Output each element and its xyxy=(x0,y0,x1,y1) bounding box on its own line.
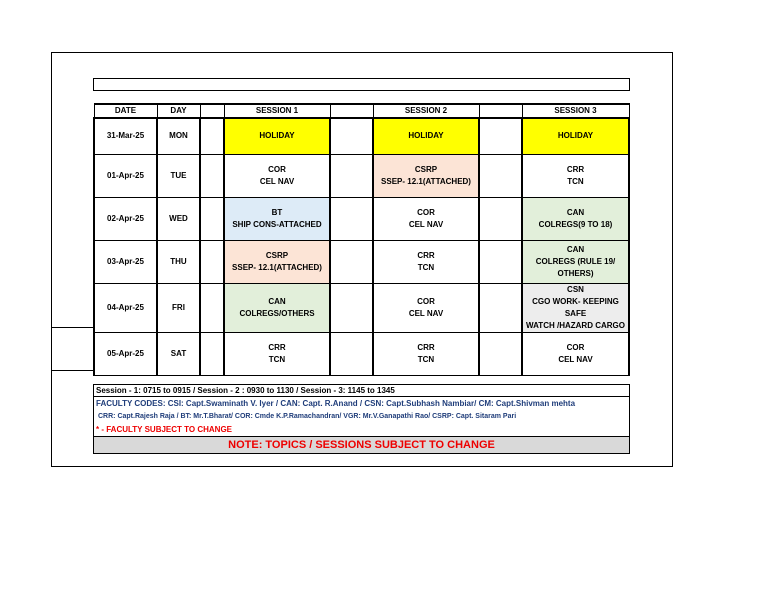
session-2-cell xyxy=(373,240,479,283)
session-line: COLREGS/OTHERS xyxy=(239,308,315,318)
session-3-cell xyxy=(522,118,629,154)
session-2-cell xyxy=(373,154,479,197)
day-cell: SAT xyxy=(157,332,200,375)
session-2-cell xyxy=(373,197,479,240)
session-line: COR xyxy=(417,207,435,217)
gap-cell xyxy=(200,240,224,283)
session-line: TCN xyxy=(567,176,584,186)
session-line: CRR xyxy=(417,250,435,260)
gap-cell xyxy=(330,332,373,375)
schedule-table xyxy=(93,103,630,376)
session-line: TCN xyxy=(417,354,435,364)
gap-cell xyxy=(330,118,373,154)
date-cell: 01-Apr-25 xyxy=(94,154,157,197)
session-line: HOLIDAY xyxy=(557,131,594,141)
session-3-cell xyxy=(522,332,629,375)
session-line: TCN xyxy=(268,354,286,364)
session-line: SHIP CONS-ATTACHED xyxy=(232,219,322,229)
session-3-cell xyxy=(522,240,629,283)
session-line: CEL NAV xyxy=(408,219,444,229)
session-2-cell xyxy=(373,283,479,332)
date-cell: 04-Apr-25 xyxy=(94,283,157,332)
session-1-cell xyxy=(224,283,330,332)
session-3-cell xyxy=(522,283,629,332)
session-1-cell xyxy=(224,332,330,375)
day-cell: THU xyxy=(157,240,200,283)
faculty-codes-2: CRR: Capt.Rajesh Raja / BT: Mr.T.Bharat/ COR: Cmde K.P.Ramachandran/ VGR: Mr.V.Ganapathi Rao/ CSRP: Capt. Sitaram Pari xyxy=(98,413,517,420)
table-row xyxy=(94,283,629,332)
session-line: CAN xyxy=(566,207,585,217)
date-cell: 03-Apr-25 xyxy=(94,240,157,283)
gap-cell xyxy=(330,197,373,240)
header-gap-3 xyxy=(479,104,522,118)
session-1-cell xyxy=(224,240,330,283)
session-line: CSRP xyxy=(414,164,438,174)
table-row xyxy=(94,118,629,154)
gap-cell xyxy=(200,197,224,240)
session-line: CSN xyxy=(567,284,584,294)
session-line: CRR xyxy=(417,342,435,352)
gap-cell xyxy=(200,118,224,154)
session-1-cell xyxy=(224,118,330,154)
footer-box xyxy=(93,397,630,454)
left-stub-cell xyxy=(51,327,94,371)
header-session-3: SESSION 3 xyxy=(522,104,629,118)
header-row xyxy=(94,104,629,118)
session-times: Session - 1: 0715 to 0915 / Session - 2 : 0930 to 1130 / Session - 3: 1145 to 1345 xyxy=(93,384,630,397)
session-line: COLREGS (RULE 19/ xyxy=(535,256,616,266)
header-session-2: SESSION 2 xyxy=(373,104,479,118)
session-line: COLREGS(9 TO 18) xyxy=(538,219,613,229)
session-3-cell xyxy=(522,197,629,240)
gap-cell xyxy=(479,240,522,283)
gap-cell xyxy=(479,118,522,154)
session-line: CAN xyxy=(566,244,585,254)
header-gap-2 xyxy=(330,104,373,118)
session-line: WATCH /HAZARD CARGO xyxy=(526,320,625,330)
faculty-note: * - FACULTY SUBJECT TO CHANGE xyxy=(96,425,233,434)
table-row xyxy=(94,240,629,283)
gap-cell xyxy=(479,283,522,332)
session-line: CEL NAV xyxy=(408,308,444,318)
header-gap-1 xyxy=(200,104,224,118)
day-cell: TUE xyxy=(157,154,200,197)
session-line: BT xyxy=(271,207,283,217)
date-cell: 02-Apr-25 xyxy=(94,197,157,240)
gap-cell xyxy=(330,154,373,197)
session-line: CRR xyxy=(268,342,286,352)
table-row xyxy=(94,154,629,197)
session-2-cell xyxy=(373,332,479,375)
day-cell: WED xyxy=(157,197,200,240)
gap-cell xyxy=(479,197,522,240)
session-line: HOLIDAY xyxy=(408,131,444,141)
gap-cell xyxy=(330,240,373,283)
gap-cell xyxy=(200,283,224,332)
footer xyxy=(93,384,630,454)
session-line: SSEP- 12.1(ATTACHED) xyxy=(232,262,322,272)
faculty-codes: FACULTY CODES: CSI: Capt.Swaminath V. Iyer / CAN: Capt. R.Anand / CSN: Capt.Subhash Nambiar/ CM: Capt.Shivman mehta xyxy=(96,399,576,408)
topics-note: NOTE: TOPICS / SESSIONS SUBJECT TO CHANGE xyxy=(94,436,629,453)
day-cell: MON xyxy=(157,118,200,154)
session-line: COR xyxy=(417,296,435,306)
table-row xyxy=(94,197,629,240)
header-day: DAY xyxy=(157,104,200,118)
gap-cell xyxy=(479,332,522,375)
session-line: CEL NAV xyxy=(558,354,593,364)
header-date: DATE xyxy=(94,104,157,118)
gap-cell xyxy=(479,154,522,197)
session-2-cell xyxy=(373,118,479,154)
gap-cell xyxy=(200,154,224,197)
day-cell: FRI xyxy=(157,283,200,332)
session-line: CAN xyxy=(268,296,286,306)
session-1-cell xyxy=(224,154,330,197)
date-cell: 31-Mar-25 xyxy=(94,118,157,154)
session-line: SSEP- 12.1(ATTACHED) xyxy=(381,176,471,186)
session-line: CGO WORK- KEEPING SAFE xyxy=(532,296,619,318)
date-cell: 05-Apr-25 xyxy=(94,332,157,375)
session-line: HOLIDAY xyxy=(259,131,295,141)
session-line: COR xyxy=(268,164,286,174)
session-line: OTHERS) xyxy=(557,268,594,278)
title-bar xyxy=(93,78,630,91)
session-3-cell xyxy=(522,154,629,197)
session-1-cell xyxy=(224,197,330,240)
session-line: COR xyxy=(566,342,585,352)
header-session-1: SESSION 1 xyxy=(224,104,330,118)
gap-cell xyxy=(200,332,224,375)
session-line: CEL NAV xyxy=(259,176,295,186)
session-line: TCN xyxy=(417,262,435,272)
session-line: CSRP xyxy=(265,250,289,260)
gap-cell xyxy=(330,283,373,332)
session-line: CRR xyxy=(566,164,585,174)
table-row xyxy=(94,332,629,375)
